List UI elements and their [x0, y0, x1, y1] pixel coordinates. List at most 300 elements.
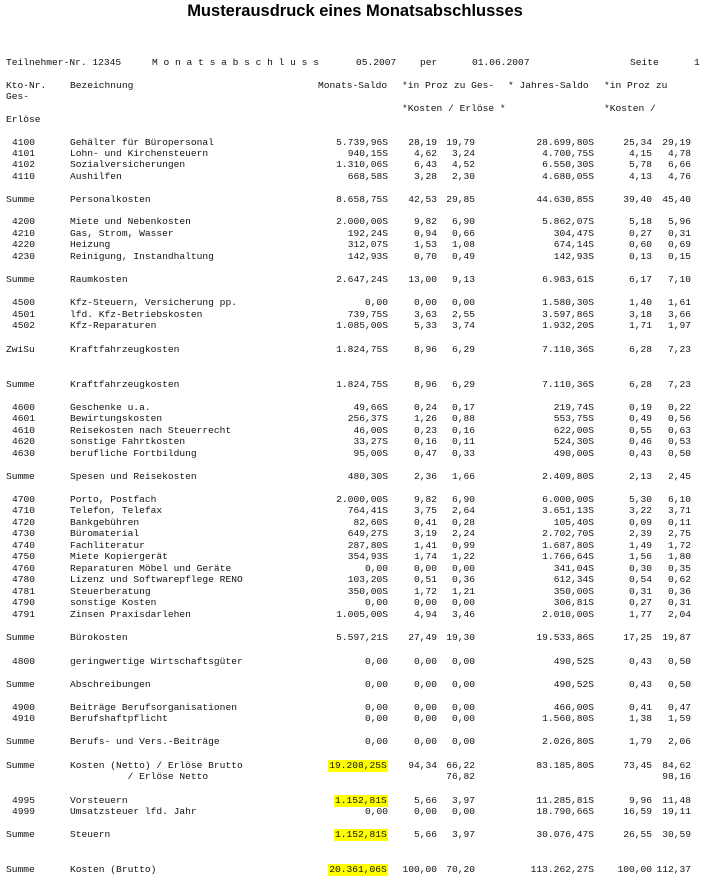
- yearly-percent-revenue: 1,59: [667, 713, 691, 724]
- report-name: M o n a t s a b s c h l u s s: [152, 57, 319, 68]
- col-ges-wrap: Ges-: [6, 91, 30, 102]
- monthly-percent-costs: 6,43: [413, 159, 437, 170]
- monthly-balance: 0,00: [364, 656, 388, 667]
- yearly-percent-costs: 6,28: [628, 379, 652, 390]
- per-label: per: [420, 57, 438, 68]
- table-row: [0, 448, 710, 460]
- monthly-balance: 0,00: [364, 563, 388, 574]
- account-number: Summe: [6, 760, 35, 771]
- yearly-percent-costs: 1,79: [628, 736, 652, 747]
- monthly-percent-revenue: 0,49: [451, 251, 475, 262]
- yearly-balance: 2.026,80S: [542, 736, 594, 747]
- monthly-percent-revenue: 6,29: [451, 344, 475, 355]
- yearly-percent-costs: 0,46: [628, 436, 652, 447]
- monthly-percent-costs: 3,28: [413, 171, 437, 182]
- monthly-percent-revenue: 0,00: [451, 656, 475, 667]
- yearly-percent-costs: 5,30: [628, 494, 652, 505]
- yearly-balance: 7.110,36S: [542, 344, 594, 355]
- monthly-percent-revenue: 0,66: [451, 228, 475, 239]
- yearly-percent-costs: 16,59: [623, 806, 652, 817]
- account-number: 4220: [12, 239, 36, 250]
- monthly-balance: 0,00: [364, 297, 388, 308]
- monthly-balance: 287,80S: [347, 540, 388, 551]
- yearly-percent-costs: 6,28: [628, 344, 652, 355]
- monthly-percent-revenue: 3,97: [451, 829, 475, 840]
- monthly-percent-revenue: 76,82: [446, 771, 475, 782]
- account-number: 4760: [12, 563, 36, 574]
- monthly-percent-costs: 0,00: [413, 702, 437, 713]
- monthly-percent-revenue: 1,22: [451, 551, 475, 562]
- monthly-balance: 8.658,75S: [336, 194, 388, 205]
- monthly-balance: 192,24S: [347, 228, 388, 239]
- monthly-percent-costs: 0,00: [413, 736, 437, 747]
- table-row: [0, 609, 710, 621]
- col-monats-saldo: Monats-Saldo: [318, 80, 388, 91]
- yearly-balance: 1.580,30S: [542, 297, 594, 308]
- monthly-percent-revenue: 0,17: [451, 402, 475, 413]
- monthly-percent-revenue: 0,88: [451, 413, 475, 424]
- table-row: [0, 194, 710, 206]
- yearly-percent-costs: 0,09: [628, 517, 652, 528]
- table-row: [0, 806, 710, 818]
- monthly-balance: 49,66S: [353, 402, 388, 413]
- monthly-percent-revenue: 6,29: [451, 379, 475, 390]
- monthly-balance: 0,00: [364, 679, 388, 690]
- yearly-percent-costs: 2,13: [628, 471, 652, 482]
- account-name: Lizenz und Softwarepflege RENO: [70, 574, 243, 585]
- yearly-balance: 142,93S: [553, 251, 594, 262]
- account-name: sonstige Fahrtkosten: [70, 436, 186, 447]
- monthly-percent-costs: 1,74: [413, 551, 437, 562]
- monthly-percent-revenue: 6,90: [451, 216, 475, 227]
- yearly-percent-revenue: 45,40: [662, 194, 691, 205]
- table-row: [0, 864, 710, 876]
- monthly-percent-costs: 0,00: [413, 806, 437, 817]
- yearly-percent-revenue: 2,04: [667, 609, 691, 620]
- col-in-proz-2: *in Proz zu: [604, 80, 668, 91]
- yearly-balance: 1.932,20S: [542, 320, 594, 331]
- yearly-balance: 524,30S: [553, 436, 594, 447]
- yearly-percent-revenue: 0,35: [667, 563, 691, 574]
- monthly-percent-costs: 8,96: [413, 344, 437, 355]
- yearly-percent-costs: 1,40: [628, 297, 652, 308]
- table-row: [0, 713, 710, 725]
- account-number: 4740: [12, 540, 36, 551]
- yearly-balance: 306,81S: [553, 597, 594, 608]
- account-name: Abschreibungen: [70, 679, 151, 690]
- monthly-percent-costs: 9,82: [413, 216, 437, 227]
- monthly-percent-costs: 2,36: [413, 471, 437, 482]
- monthly-balance: 20.361,06S: [329, 864, 387, 875]
- account-number: Summe: [6, 864, 35, 875]
- yearly-balance: 18.790,66S: [536, 806, 594, 817]
- account-number: Summe: [6, 829, 35, 840]
- monthly-balance: 0,00: [364, 702, 388, 713]
- account-name: Heizung: [70, 239, 111, 250]
- yearly-percent-revenue: 1,97: [667, 320, 691, 331]
- yearly-balance: 105,40S: [553, 517, 594, 528]
- monthly-balance: 739,75S: [347, 309, 388, 320]
- monthly-percent-revenue: 0,00: [451, 563, 475, 574]
- table-row: [0, 379, 710, 391]
- yearly-balance: 4.700,75S: [542, 148, 594, 159]
- col-bezeichnung: Bezeichnung: [70, 80, 134, 91]
- yearly-percent-costs: 3,22: [628, 505, 652, 516]
- yearly-balance: 5.862,07S: [542, 216, 594, 227]
- account-number: 4800: [12, 656, 36, 667]
- yearly-percent-costs: 3,18: [628, 309, 652, 320]
- yearly-percent-costs: 0,55: [628, 425, 652, 436]
- monthly-percent-revenue: 2,64: [451, 505, 475, 516]
- monthly-percent-revenue: 0,00: [451, 679, 475, 690]
- account-name: Telefon, Telefax: [70, 505, 163, 516]
- yearly-percent-revenue: 0,31: [667, 597, 691, 608]
- yearly-percent-revenue: 1,80: [667, 551, 691, 562]
- account-name: geringwertige Wirtschaftsgüter: [70, 656, 243, 667]
- monthly-percent-costs: 1,53: [413, 239, 437, 250]
- report-date: 01.06.2007: [472, 57, 530, 68]
- yearly-balance: 612,34S: [553, 574, 594, 585]
- monthly-percent-revenue: 2,24: [451, 528, 475, 539]
- account-name: Bankgebühren: [70, 517, 140, 528]
- yearly-percent-revenue: 0,62: [667, 574, 691, 585]
- report-period: 05.2007: [356, 57, 397, 68]
- account-name: Kosten (Netto) / Erlöse Brutto: [70, 760, 243, 771]
- yearly-percent-revenue: 6,10: [667, 494, 691, 505]
- yearly-percent-costs: 0,60: [628, 239, 652, 250]
- account-name: Gas, Strom, Wasser: [70, 228, 174, 239]
- yearly-percent-costs: 4,13: [628, 171, 652, 182]
- yearly-percent-costs: 0,43: [628, 448, 652, 459]
- account-name: sonstige Kosten: [70, 597, 157, 608]
- yearly-percent-costs: 5,18: [628, 216, 652, 227]
- table-row: [0, 320, 710, 332]
- account-number: 4781: [12, 586, 36, 597]
- monthly-percent-costs: 0,70: [413, 251, 437, 262]
- monthly-percent-revenue: 19,79: [446, 137, 475, 148]
- yearly-percent-revenue: 0,15: [667, 251, 691, 262]
- page-number: 1: [694, 57, 700, 68]
- yearly-balance: 490,00S: [553, 448, 594, 459]
- account-name: Miete und Nebenkosten: [70, 216, 191, 227]
- monthly-balance: 142,93S: [347, 251, 388, 262]
- yearly-balance: 6.983,61S: [542, 274, 594, 285]
- monthly-balance: 0,00: [364, 806, 388, 817]
- monthly-percent-costs: 0,00: [413, 656, 437, 667]
- account-number: 4791: [12, 609, 36, 620]
- account-name: lfd. Kfz-Betriebskosten: [70, 309, 203, 320]
- account-name: Kosten (Brutto): [70, 864, 157, 875]
- account-name: Kfz-Reparaturen: [70, 320, 157, 331]
- account-name: Steuern: [70, 829, 111, 840]
- yearly-percent-costs: 0,41: [628, 702, 652, 713]
- monthly-percent-costs: 8,96: [413, 379, 437, 390]
- account-name: Bürokosten: [70, 632, 128, 643]
- monthly-balance: 354,93S: [347, 551, 388, 562]
- yearly-percent-revenue: 4,76: [667, 171, 691, 182]
- table-row: [0, 216, 710, 228]
- table-row: [0, 551, 710, 563]
- monthly-percent-revenue: 0,00: [451, 713, 475, 724]
- table-row: [0, 679, 710, 691]
- table-row: [0, 656, 710, 668]
- yearly-balance: 11.285,81S: [536, 795, 594, 806]
- monthly-balance: 940,15S: [347, 148, 388, 159]
- monthly-percent-revenue: 0,00: [451, 597, 475, 608]
- yearly-percent-revenue: 0,11: [667, 517, 691, 528]
- yearly-percent-revenue: 112,37: [656, 864, 691, 875]
- table-row: [0, 239, 710, 251]
- monthly-percent-costs: 0,24: [413, 402, 437, 413]
- monthly-percent-costs: 0,00: [413, 597, 437, 608]
- yearly-percent-costs: 26,55: [623, 829, 652, 840]
- yearly-percent-revenue: 0,63: [667, 425, 691, 436]
- monthly-percent-costs: 4,94: [413, 609, 437, 620]
- account-name: Porto, Postfach: [70, 494, 157, 505]
- monthly-percent-revenue: 0,16: [451, 425, 475, 436]
- yearly-percent-costs: 0,19: [628, 402, 652, 413]
- monthly-balance: 103,20S: [347, 574, 388, 585]
- account-number: 4630: [12, 448, 36, 459]
- yearly-percent-revenue: 19,11: [662, 806, 691, 817]
- monthly-balance: 33,27S: [353, 436, 388, 447]
- account-number: ZwiSu: [6, 344, 35, 355]
- yearly-balance: 1.687,80S: [542, 540, 594, 551]
- monthly-balance: 1.824,75S: [336, 344, 388, 355]
- account-number: Summe: [6, 679, 35, 690]
- monthly-balance: 0,00: [364, 713, 388, 724]
- yearly-percent-revenue: 6,66: [667, 159, 691, 170]
- table-row: [0, 159, 710, 171]
- table-row: [0, 413, 710, 425]
- account-name: / Erlöse Netto: [70, 771, 209, 782]
- monthly-percent-costs: 28,19: [408, 137, 437, 148]
- yearly-balance: 3.651,13S: [542, 505, 594, 516]
- account-number: 4210: [12, 228, 36, 239]
- monthly-percent-costs: 0,47: [413, 448, 437, 459]
- monthly-percent-revenue: 2,55: [451, 309, 475, 320]
- yearly-percent-costs: 2,39: [628, 528, 652, 539]
- monthly-balance: 1.152,81S: [334, 829, 387, 840]
- monthly-percent-costs: 0,23: [413, 425, 437, 436]
- yearly-balance: 6.550,30S: [542, 159, 594, 170]
- yearly-balance: 466,00S: [553, 702, 594, 713]
- table-row: [0, 274, 710, 286]
- yearly-balance: 44.630,85S: [536, 194, 594, 205]
- yearly-percent-revenue: 7,23: [667, 344, 691, 355]
- table-row: [0, 344, 710, 356]
- account-number: Summe: [6, 632, 35, 643]
- page-label: Seite: [630, 57, 659, 68]
- yearly-balance: 622,00S: [553, 425, 594, 436]
- monthly-balance: 0,00: [364, 597, 388, 608]
- account-name: Spesen und Reisekosten: [70, 471, 197, 482]
- yearly-percent-revenue: 98,16: [662, 771, 691, 782]
- monthly-percent-revenue: 3,74: [451, 320, 475, 331]
- yearly-percent-costs: 0,30: [628, 563, 652, 574]
- col-kto-nr: Kto-Nr.: [6, 80, 47, 91]
- monthly-percent-costs: 13,00: [408, 274, 437, 285]
- account-number: 4230: [12, 251, 36, 262]
- account-number: 4900: [12, 702, 36, 713]
- yearly-balance: 28.699,80S: [536, 137, 594, 148]
- yearly-percent-costs: 0,27: [628, 597, 652, 608]
- table-row: [0, 574, 710, 586]
- yearly-percent-revenue: 0,50: [667, 679, 691, 690]
- yearly-balance: 1.766,64S: [542, 551, 594, 562]
- table-row: [0, 436, 710, 448]
- yearly-percent-costs: 0,43: [628, 679, 652, 690]
- col-erloese-wrap: Erlöse: [6, 114, 41, 125]
- account-name: Aushilfen: [70, 171, 122, 182]
- yearly-percent-revenue: 0,31: [667, 228, 691, 239]
- account-number: 4110: [12, 171, 36, 182]
- yearly-percent-costs: 1,77: [628, 609, 652, 620]
- yearly-balance: 553,75S: [553, 413, 594, 424]
- monthly-percent-costs: 0,41: [413, 517, 437, 528]
- monthly-percent-costs: 0,94: [413, 228, 437, 239]
- monthly-percent-costs: 94,34: [408, 760, 437, 771]
- monthly-balance: 82,60S: [353, 517, 388, 528]
- monthly-percent-revenue: 3,24: [451, 148, 475, 159]
- yearly-percent-revenue: 7,10: [667, 274, 691, 285]
- account-number: 4102: [12, 159, 36, 170]
- yearly-percent-revenue: 4,78: [667, 148, 691, 159]
- account-name: Beiträge Berufsorganisationen: [70, 702, 237, 713]
- yearly-percent-costs: 17,25: [623, 632, 652, 643]
- account-name: Umsatzsteuer lfd. Jahr: [70, 806, 197, 817]
- monthly-percent-costs: 27,49: [408, 632, 437, 643]
- yearly-percent-costs: 25,34: [623, 137, 652, 148]
- yearly-percent-revenue: 3,71: [667, 505, 691, 516]
- yearly-percent-revenue: 0,50: [667, 448, 691, 459]
- account-number: 4730: [12, 528, 36, 539]
- monthly-percent-costs: 0,00: [413, 713, 437, 724]
- yearly-percent-revenue: 1,61: [667, 297, 691, 308]
- yearly-percent-revenue: 11,48: [662, 795, 691, 806]
- monthly-percent-revenue: 0,28: [451, 517, 475, 528]
- monthly-percent-costs: 0,16: [413, 436, 437, 447]
- monthly-percent-revenue: 0,00: [451, 736, 475, 747]
- monthly-percent-costs: 4,62: [413, 148, 437, 159]
- account-number: 4501: [12, 309, 36, 320]
- table-row: [0, 471, 710, 483]
- monthly-percent-costs: 0,00: [413, 563, 437, 574]
- table-row: [0, 597, 710, 609]
- account-name: berufliche Fortbildung: [70, 448, 197, 459]
- yearly-balance: 83.185,80S: [536, 760, 594, 771]
- monthly-balance: 1.310,06S: [336, 159, 388, 170]
- account-name: Büromaterial: [70, 528, 140, 539]
- yearly-balance: 2.409,80S: [542, 471, 594, 482]
- account-name: Kraftfahrzeugkosten: [70, 344, 180, 355]
- yearly-percent-costs: 0,27: [628, 228, 652, 239]
- yearly-percent-revenue: 84,62: [662, 760, 691, 771]
- account-name: Bewirtungskosten: [70, 413, 163, 424]
- yearly-percent-revenue: 19,87: [662, 632, 691, 643]
- monthly-percent-revenue: 0,00: [451, 297, 475, 308]
- yearly-balance: 3.597,86S: [542, 309, 594, 320]
- table-row: [0, 771, 710, 783]
- monthly-balance: 5.597,21S: [336, 632, 388, 643]
- monthly-percent-costs: 1,26: [413, 413, 437, 424]
- account-name: Reinigung, Instandhaltung: [70, 251, 214, 262]
- monthly-percent-revenue: 66,22: [446, 760, 475, 771]
- monthly-percent-costs: 0,00: [413, 679, 437, 690]
- account-number: 4600: [12, 402, 36, 413]
- table-row: [0, 297, 710, 309]
- account-name: Raumkosten: [70, 274, 128, 285]
- monthly-balance: 5.739,96S: [336, 137, 388, 148]
- account-number: Summe: [6, 379, 35, 390]
- monthly-percent-revenue: 4,52: [451, 159, 475, 170]
- yearly-percent-costs: 0,31: [628, 586, 652, 597]
- monthly-balance: 312,07S: [347, 239, 388, 250]
- account-name: Vorsteuern: [70, 795, 128, 806]
- table-row: [0, 528, 710, 540]
- monthly-balance: 95,00S: [353, 448, 388, 459]
- account-number: 4610: [12, 425, 36, 436]
- account-number: Summe: [6, 736, 35, 747]
- yearly-percent-revenue: 0,22: [667, 402, 691, 413]
- account-number: 4500: [12, 297, 36, 308]
- yearly-percent-costs: 1,38: [628, 713, 652, 724]
- monthly-balance: 2.000,00S: [336, 494, 388, 505]
- monthly-balance: 46,00S: [353, 425, 388, 436]
- monthly-percent-costs: 42,53: [408, 194, 437, 205]
- account-name: Zinsen Praxisdarlehen: [70, 609, 191, 620]
- account-number: 4710: [12, 505, 36, 516]
- col-kosten-2: *Kosten /: [604, 103, 656, 114]
- account-name: Lohn- und Kirchensteuern: [70, 148, 209, 159]
- account-name: Steuerberatung: [70, 586, 151, 597]
- monthly-balance: 2.647,24S: [336, 274, 388, 285]
- yearly-percent-revenue: 29,19: [662, 137, 691, 148]
- monthly-balance: 1.085,00S: [336, 320, 388, 331]
- monthly-percent-costs: 9,82: [413, 494, 437, 505]
- yearly-balance: 4.680,05S: [542, 171, 594, 182]
- monthly-percent-revenue: 0,99: [451, 540, 475, 551]
- monthly-percent-revenue: 3,97: [451, 795, 475, 806]
- account-name: Berufs- und Vers.-Beiträge: [70, 736, 220, 747]
- monthly-balance: 1.152,81S: [334, 795, 387, 806]
- monthly-percent-revenue: 1,21: [451, 586, 475, 597]
- monthly-percent-costs: 1,72: [413, 586, 437, 597]
- monthly-percent-revenue: 3,46: [451, 609, 475, 620]
- col-jahres-saldo: * Jahres-Saldo: [508, 80, 589, 91]
- account-number: 4620: [12, 436, 36, 447]
- table-row: [0, 632, 710, 644]
- monthly-percent-costs: 3,75: [413, 505, 437, 516]
- monthly-percent-revenue: 19,30: [446, 632, 475, 643]
- col-kosten-erloese-1: *Kosten / Erlöse *: [402, 103, 506, 114]
- yearly-percent-costs: 5,78: [628, 159, 652, 170]
- account-name: Geschenke u.a.: [70, 402, 151, 413]
- account-name: Personalkosten: [70, 194, 151, 205]
- monthly-percent-costs: 1,41: [413, 540, 437, 551]
- yearly-percent-revenue: 0,47: [667, 702, 691, 713]
- yearly-balance: 350,00S: [553, 586, 594, 597]
- table-row: [0, 171, 710, 183]
- table-row: [0, 505, 710, 517]
- yearly-percent-costs: 6,17: [628, 274, 652, 285]
- yearly-balance: 19.533,86S: [536, 632, 594, 643]
- account-number: 4750: [12, 551, 36, 562]
- yearly-percent-costs: 39,40: [623, 194, 652, 205]
- monthly-percent-revenue: 70,20: [446, 864, 475, 875]
- yearly-percent-costs: 0,49: [628, 413, 652, 424]
- participant-number: Teilnehmer-Nr. 12345: [6, 57, 122, 68]
